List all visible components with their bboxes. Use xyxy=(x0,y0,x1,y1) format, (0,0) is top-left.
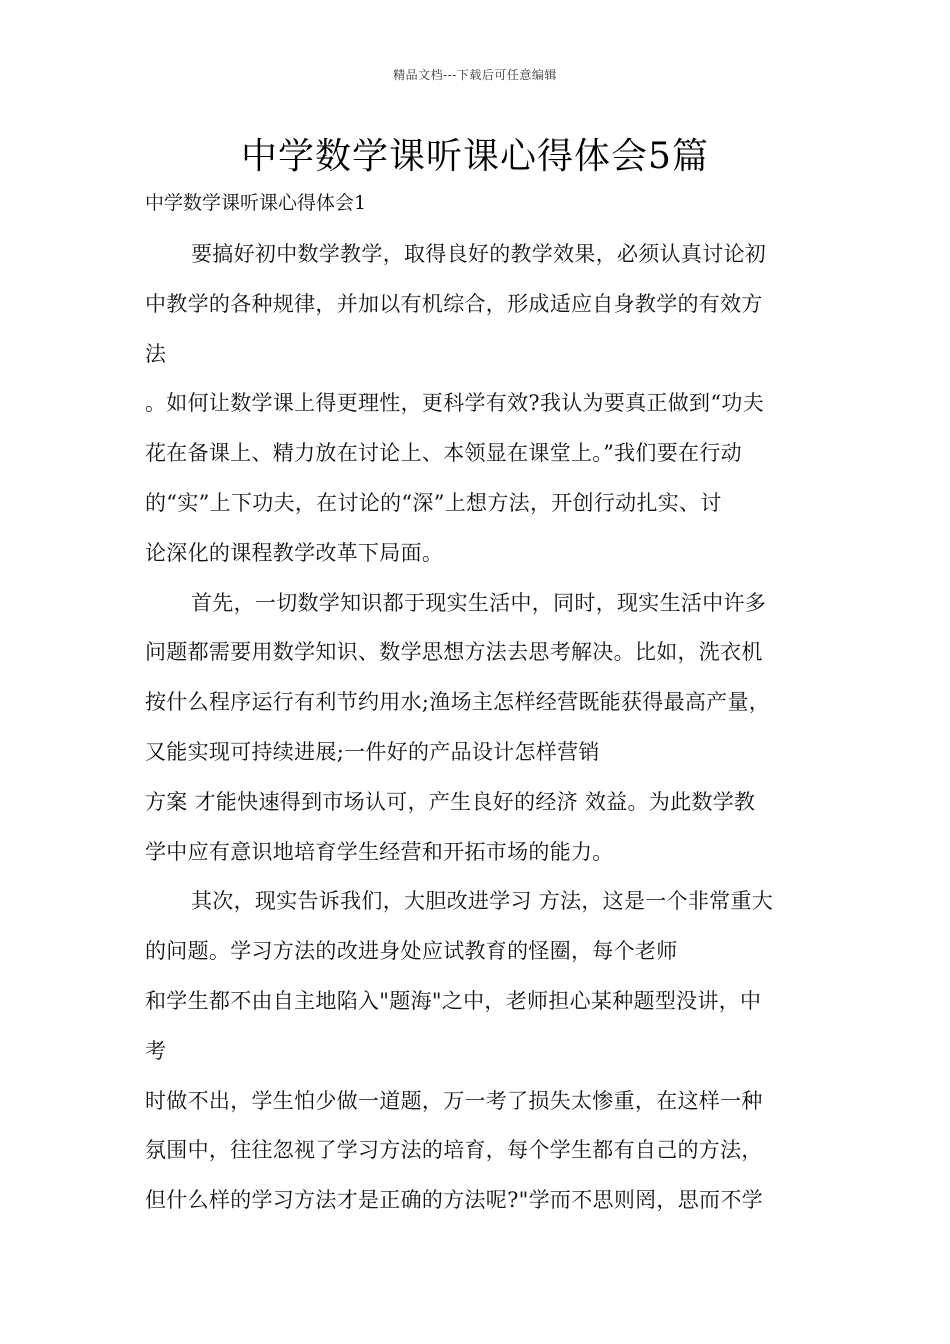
text-line: 和学生都不由自主地陷入"题海"之中，老师担心某种题型没讲，中 xyxy=(145,988,762,1013)
text-line: 氛围中，往往忽视了学习方法的培育，每个学生都有自己的方法， xyxy=(145,1138,763,1163)
text-line: 其次，现实告诉我们，大胆改进学习 方法，这是一个非常重大 xyxy=(191,889,774,914)
section-subtitle: 中学数学课听课心得体会1 xyxy=(145,192,367,214)
text-line: 论深化的课程教学改革下局面。 xyxy=(145,540,444,565)
header-note: 精品文档---下载后可任意编辑 xyxy=(393,68,557,82)
text-line: 问题都需要用数学知识、数学思想方法去思考解决。比如，洗衣机 xyxy=(145,640,763,665)
text-line: 按什么程序运行有利节约用水;渔场主怎样经营既能获得最高产量， xyxy=(145,690,771,715)
text-line: 花在备课上、精力放在讨论上、本领显在课堂上。”我们要在行动 xyxy=(145,441,742,466)
text-line: 中教学的各种规律，并加以有机综合，形成适应自身教学的有效方 xyxy=(145,291,763,316)
document-title: 中学数学课听课心得体会5篇 xyxy=(241,136,709,177)
text-line: 时做不出，学生怕少做一道题，万一考了损失太惨重，在这样一种 xyxy=(145,1088,763,1113)
text-line: 又能实现可持续进展;一件好的产品设计怎样营销 xyxy=(145,739,600,764)
text-line: 。如何让数学课上得更理性，更科学有效?我认为要真正做到“功夫 xyxy=(145,391,764,416)
body-text xyxy=(145,230,807,1226)
text-line: 考 xyxy=(145,1038,167,1063)
text-line: 法 xyxy=(145,341,167,366)
text-line: 的问题。学习方法的改进身处应试教育的怪圈，每个老师 xyxy=(145,939,678,964)
text-line: 要搞好初中数学教学，取得良好的教学效果，必须认真讨论初 xyxy=(191,242,767,266)
text-line: 但什么样的学习方法才是正确的方法呢?"学而不思则罔，思而不学 xyxy=(145,1188,763,1213)
text-line: 首先，一切数学知识都于现实生活中，同时，现实生活中许多 xyxy=(191,590,767,615)
text-line: 方案 才能快速得到市场认可，产生良好的经济 效益。为此数学教 xyxy=(145,789,756,814)
text-line: 的“实”上下功夫，在讨论的“深”上想方法，开创行动扎实、讨 xyxy=(145,490,722,515)
text-line: 学中应有意识地培育学生经营和开拓市场的能力。 xyxy=(145,839,614,864)
